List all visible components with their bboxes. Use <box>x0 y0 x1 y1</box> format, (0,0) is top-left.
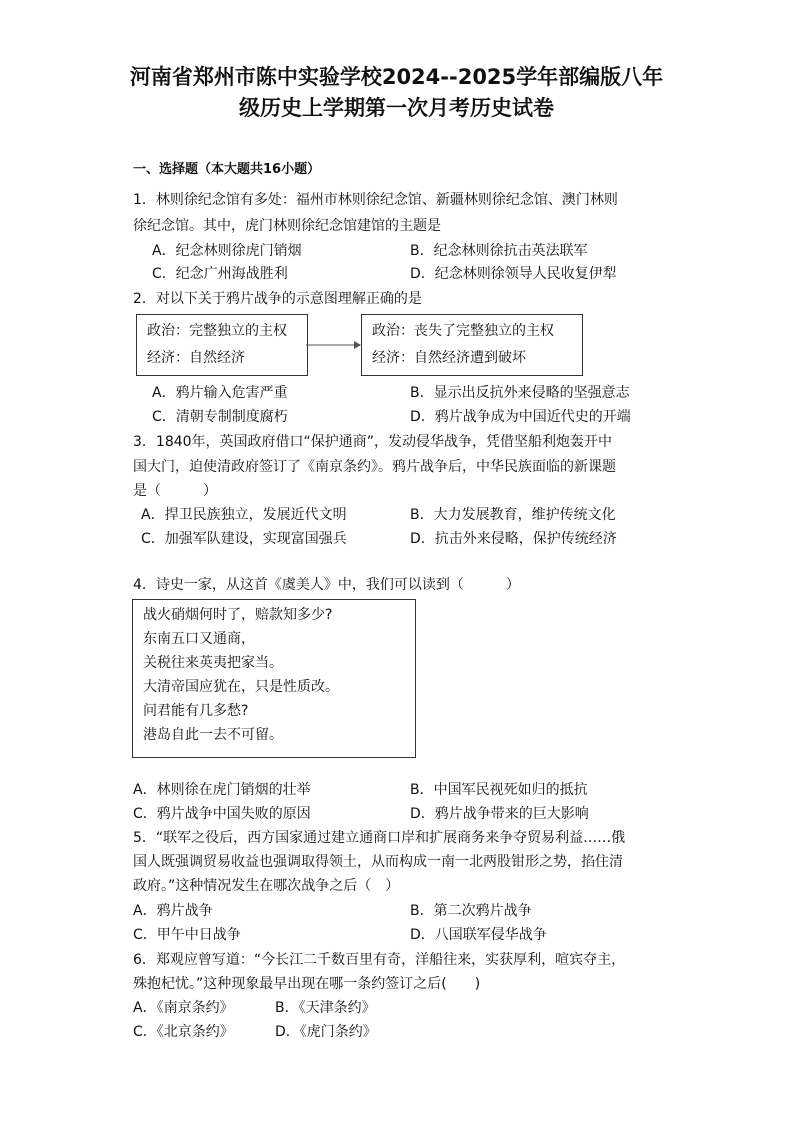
question-3-line-2: 国大门，迫使清政府签订了《南京条约》。鸦片战争后，中华民族面临的新课题 <box>133 459 616 475</box>
poem-line-2: 东南五口又通商， <box>143 631 255 647</box>
question-1-option-b: B．纪念林则徐抗击英法联军 <box>410 243 588 259</box>
question-3-line-1: 3．1840年，英国政府借口“保护通商”，发动侵华战争，凭借坚船利炮轰开中 <box>133 434 613 450</box>
question-4-option-d: D．鸦片战争带来的巨大影响 <box>410 806 589 822</box>
question-5-line-3: 政府。”这种情况发生在哪次战争之后（ ） <box>133 878 400 894</box>
question-6-line-1: 6．郑观应曾写道：“今长江二千数百里有奇，洋船往来，实获厚利，喧宾夺主， <box>133 952 626 968</box>
question-4-option-a: A．林则徐在虎门销烟的壮举 <box>133 782 311 798</box>
question-3-option-a: A．捍卫民族独立，发展近代文明 <box>141 507 347 523</box>
question-5-option-c: C．甲午中日战争 <box>133 927 241 943</box>
section-heading: 一、选择题（本大题共16小题） <box>133 162 321 177</box>
question-1-option-a: A．纪念林则徐虎门销烟 <box>152 243 302 259</box>
question-5-option-b: B．第二次鸦片战争 <box>410 903 532 919</box>
question-6-line-2: 殊抱杞忧。”这种现象最早出现在哪一条约签订之后( ) <box>133 976 481 992</box>
poem-line-4: 大清帝国应犹在，只是性质改。 <box>143 679 339 695</box>
poem-box <box>132 599 416 758</box>
question-4-option-b: B．中国军民视死如归的抵抗 <box>410 782 588 798</box>
question-3-option-d: D．抗击外来侵略，保护传统经济 <box>410 531 617 547</box>
question-3-option-b: B．大力发展教育，维护传统文化 <box>410 507 616 523</box>
question-1-option-c: C．纪念广州海战胜利 <box>152 266 288 282</box>
poem-line-1: 战火硝烟何时了，赔款知多少? <box>143 607 333 623</box>
question-1-line-2: 徐纪念馆。其中，虎门林则徐纪念馆建馆的主题是 <box>133 218 441 234</box>
question-4-option-c: C．鸦片战争中国失败的原因 <box>133 806 311 822</box>
poem-line-5: 问君能有几多愁? <box>143 703 249 719</box>
diagram-before-box <box>136 314 308 376</box>
diagram-before-economy: 经济：自然经济 <box>147 350 245 366</box>
diagram-arrow <box>306 339 362 351</box>
diagram-after-box <box>361 314 583 376</box>
diagram-after-politics: 政治：丧失了完整独立的主权 <box>372 323 554 339</box>
diagram-before-politics: 政治：完整独立的主权 <box>147 323 287 339</box>
exam-title-line-1: 河南省郑州市陈中实验学校2024--2025学年部编版八年 <box>129 65 664 89</box>
question-5-option-a: A．鸦片战争 <box>133 903 213 919</box>
question-2-line-1: 2．对以下关于鸦片战争的示意图理解正确的是 <box>133 291 422 307</box>
question-2-option-d: D．鸦片战争成为中国近代史的开端 <box>410 409 631 425</box>
question-6-option-a: A．《南京条约》 <box>133 1000 234 1016</box>
question-2-option-a: A．鸦片输入危害严重 <box>152 385 288 401</box>
question-1-option-d: D．纪念林则徐领导人民收复伊犁 <box>410 266 617 282</box>
question-3-line-3: 是（ ） <box>133 483 217 499</box>
exam-title <box>60 62 733 124</box>
question-2-option-c: C．清朝专制制度腐朽 <box>152 409 288 425</box>
question-6-option-d: D．《虎门条约》 <box>275 1024 377 1040</box>
question-3-option-c: C．加强军队建设，实现富国强兵 <box>141 531 347 547</box>
question-2-option-b: B．显示出反抗外来侵略的坚强意志 <box>410 385 630 401</box>
question-6-option-b: B．《天津条约》 <box>275 1000 376 1016</box>
question-4-line-1: 4．诗史一家，从这首《虞美人》中，我们可以读到（ ） <box>133 577 520 593</box>
question-6-option-c: C．《北京条约》 <box>133 1024 234 1040</box>
poem-line-3: 关税往来英夷把家当。 <box>143 655 283 671</box>
exam-title-line-2: 级历史上学期第一次月考历史试卷 <box>239 96 554 120</box>
question-5-line-1: 5．“联军之役后，西方国家通过建立通商口岸和扩展商务来争夺贸易利益……俄 <box>133 830 626 846</box>
question-5-line-2: 国人既强调贸易收益也强调取得领土，从而构成一南一北两股钳形之势，掐住清 <box>133 854 623 870</box>
poem-line-6: 港岛自此一去不可留。 <box>143 727 283 743</box>
diagram-after-economy: 经济：自然经济遭到破坏 <box>372 350 526 366</box>
question-1-line-1: 1．林则徐纪念馆有多处：福州市林则徐纪念馆、新疆林则徐纪念馆、澳门林则 <box>133 192 618 208</box>
question-5-option-d: D．八国联军侵华战争 <box>410 927 547 943</box>
